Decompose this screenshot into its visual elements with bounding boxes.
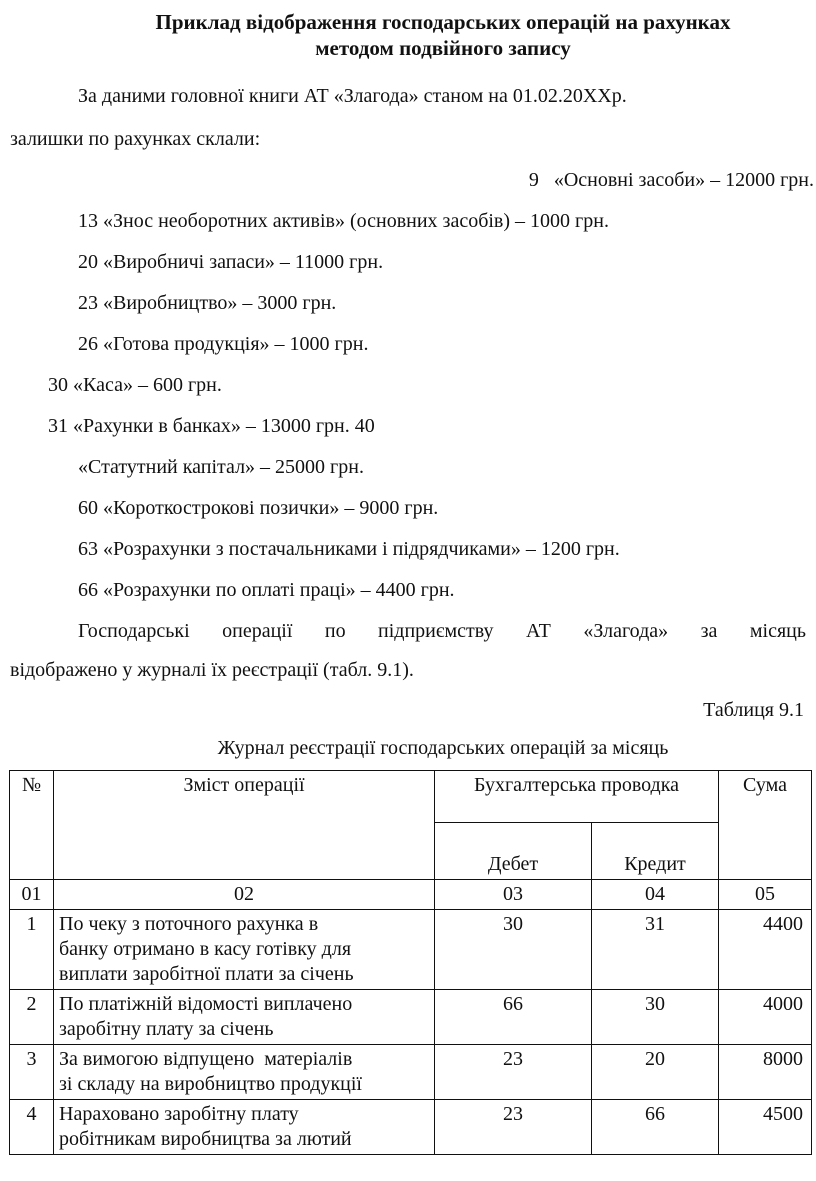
balance-item: 63 «Розрахунки з постачальниками і підрядчиками» – 1200 грн. (78, 538, 620, 560)
code-cell: 02 (54, 880, 435, 910)
page-title-line-2: методом подвійного запису (315, 36, 571, 60)
row-sum: 8000 (719, 1045, 812, 1100)
balance-item: 20 «Виробничі запаси» – 11000 грн. (78, 251, 384, 273)
row-sum: 4400 (719, 910, 812, 990)
row-credit: 30 (592, 990, 719, 1045)
balance-item: «Статутний капітал» – 25000 грн. (78, 456, 364, 478)
content-line: банку отримано в касу готівку для (59, 938, 352, 960)
paragraph-word: підприємству (378, 620, 494, 642)
header-num: № (10, 771, 54, 880)
row-debit: 30 (435, 910, 592, 990)
code-cell: 01 (10, 880, 54, 910)
row-content (54, 910, 435, 990)
row-debit: 23 (435, 1045, 592, 1100)
row-content (54, 990, 435, 1045)
row-num: 3 (10, 1045, 54, 1100)
journal-table (9, 770, 812, 1155)
code-cell: 04 (592, 880, 719, 910)
table-caption: Журнал реєстрації господарських операцій за місяць (217, 737, 669, 759)
balance-item: 13 «Знос необоротних активів» (основних засобів) – 1000 грн. (78, 210, 609, 232)
row-num: 1 (10, 910, 54, 990)
table-row (10, 990, 812, 1045)
content-line: зі складу на виробництво продукції (59, 1073, 362, 1095)
row-content (54, 1100, 435, 1155)
row-debit: 66 (435, 990, 592, 1045)
paragraph-line-1 (78, 619, 806, 643)
row-credit: 20 (592, 1045, 719, 1100)
table-row (10, 1100, 812, 1155)
paragraph-word: за (700, 620, 718, 642)
content-line: Нараховано заробітну плату (59, 1103, 299, 1125)
code-cell: 03 (435, 880, 592, 910)
paragraph-word: по (324, 620, 346, 642)
balance-item: 60 «Короткострокові позички» – 9000 грн. (78, 497, 439, 519)
paragraph-word: Господарські (78, 620, 190, 642)
balance-item: 9 «Основні засоби» – 12000 грн. (528, 169, 814, 191)
table-row (10, 910, 812, 990)
row-debit: 23 (435, 1100, 592, 1155)
header-entry: Бухгалтерська проводка (435, 771, 719, 823)
page-title-line-1: Приклад відображення господарських операцій на рахунках (155, 10, 731, 34)
content-line: По чеку з поточного рахунка в (59, 913, 319, 935)
row-credit: 66 (592, 1100, 719, 1155)
table-label: Таблиця 9.1 (703, 699, 804, 721)
row-num: 4 (10, 1100, 54, 1155)
header-debit: Дебет (435, 823, 592, 880)
code-row (10, 880, 812, 910)
row-sum: 4000 (719, 990, 812, 1045)
content-line: заробітну плату за січень (59, 1018, 274, 1040)
balance-item: 26 «Готова продукція» – 1000 грн. (78, 333, 369, 355)
balance-item: 66 «Розрахунки по оплаті праці» – 4400 грн. (78, 579, 455, 601)
content-line: робітникам виробництва за лютий (59, 1128, 352, 1150)
content-line: За вимогою відпущено матеріалів (59, 1048, 353, 1070)
balance-item: 31 «Рахунки в банках» – 13000 грн. 40 (48, 415, 375, 437)
row-sum: 4500 (719, 1100, 812, 1155)
content-line: По платіжній відомості виплачено (59, 993, 353, 1015)
intro-line-2: залишки по рахунках склали: (10, 128, 261, 150)
row-num: 2 (10, 990, 54, 1045)
paragraph-word: «Злагода» (583, 620, 669, 642)
balance-item: 30 «Каса» – 600 грн. (48, 374, 222, 396)
header-credit: Кредит (592, 823, 719, 880)
row-credit: 31 (592, 910, 719, 990)
row-content (54, 1045, 435, 1100)
intro-line-1: За даними головної книги АТ «Злагода» станом на 01.02.20ХХр. (78, 85, 627, 107)
content-line: виплати заробітної плати за січень (59, 963, 354, 985)
paragraph-word: операції (222, 620, 293, 642)
header-sum: Сума (719, 771, 812, 880)
code-cell: 05 (719, 880, 812, 910)
table-row (10, 1045, 812, 1100)
balance-item: 23 «Виробництво» – 3000 грн. (78, 292, 337, 314)
paragraph-line-2: відображено у журналі їх реєстрації (табл. 9.1). (10, 659, 414, 681)
paragraph-word: АТ (525, 620, 551, 642)
header-content: Зміст операції (54, 771, 435, 880)
paragraph-word: місяць (749, 620, 806, 642)
